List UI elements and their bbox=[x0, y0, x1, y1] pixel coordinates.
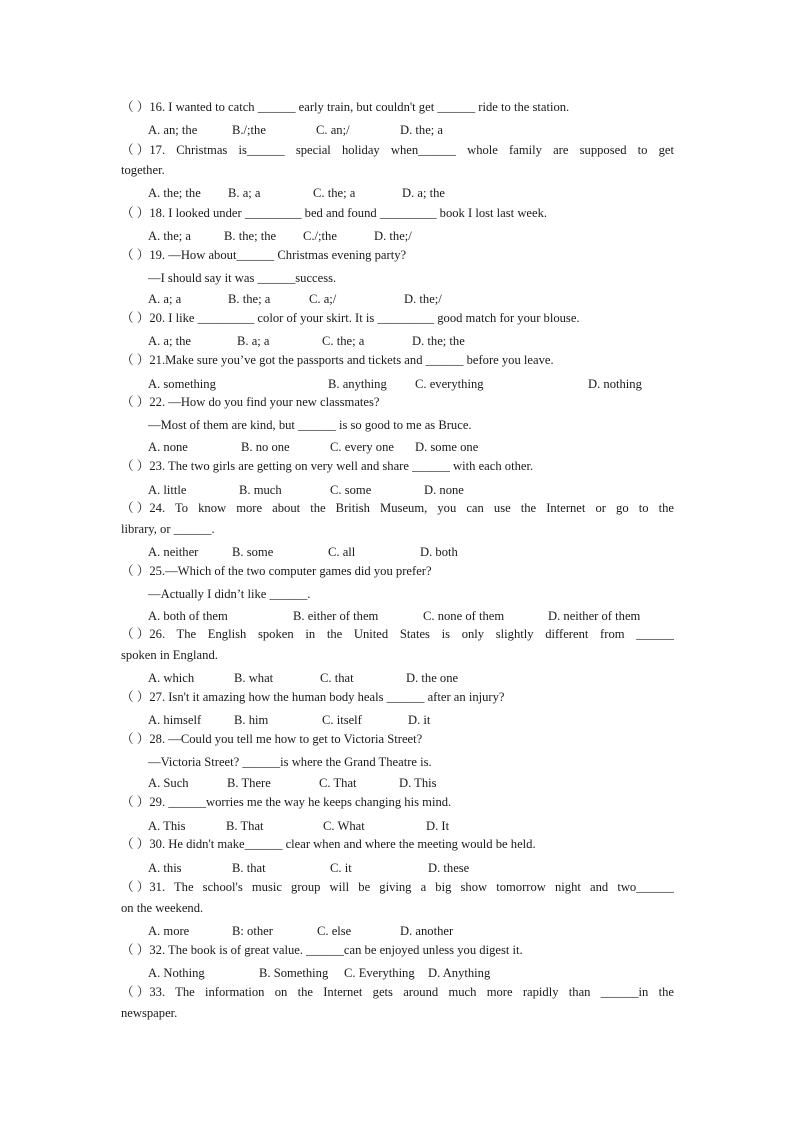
option-a: A. the; the bbox=[148, 186, 201, 200]
question-text: 28. —Could you tell me how to get to Victoria Street? bbox=[149, 732, 423, 746]
option-b: B. some bbox=[232, 545, 274, 559]
question-continuation: spoken in England. bbox=[121, 648, 218, 662]
option-c: C. every one bbox=[330, 440, 394, 454]
option-d: D. the; the bbox=[412, 334, 465, 348]
question-text: 19. —How about______ Christmas evening party? bbox=[149, 248, 407, 262]
option-b: B. a; a bbox=[228, 186, 261, 200]
answer-blank[interactable]: （ ） bbox=[121, 501, 150, 515]
option-b: B. There bbox=[227, 776, 271, 790]
answer-blank[interactable]: （ ） bbox=[121, 353, 150, 367]
question-30 bbox=[121, 836, 674, 852]
answer-blank[interactable]: （ ） bbox=[121, 311, 150, 325]
option-a: A. the; a bbox=[148, 229, 192, 243]
option-d: D. some one bbox=[415, 440, 479, 454]
option-a: A. himself bbox=[148, 713, 202, 727]
option-a: A. none bbox=[148, 440, 188, 454]
question-text: 26. The English spoken in the United States is only slightly different from ______ bbox=[149, 627, 674, 641]
option-c: C. else bbox=[317, 924, 352, 938]
option-d: D. the one bbox=[406, 671, 459, 685]
question-text: 16. I wanted to catch ______ early train, but couldn't get ______ ride to the station. bbox=[149, 100, 570, 114]
question-text: 30. He didn't make______ clear when and where the meeting would be held. bbox=[149, 837, 536, 851]
question-text: 21.Make sure you’ve got the passports and tickets and ______ before you leave. bbox=[149, 353, 554, 367]
option-a: A. Such bbox=[148, 776, 189, 790]
option-d: D. these bbox=[428, 861, 470, 875]
question-text: 18. I looked under _________ bed and found _________ book I lost last week. bbox=[149, 206, 548, 220]
option-b: B. a; a bbox=[237, 334, 270, 348]
option-c: C. everything bbox=[415, 377, 484, 391]
question-continuation: on the weekend. bbox=[121, 901, 204, 915]
option-d: D. another bbox=[400, 924, 454, 938]
option-d: D. none bbox=[424, 483, 464, 497]
option-c: C. an;/ bbox=[316, 123, 350, 137]
answer-blank[interactable]: （ ） bbox=[121, 985, 150, 999]
question-23 bbox=[121, 458, 674, 474]
answer-blank[interactable]: （ ） bbox=[121, 837, 150, 851]
dialogue-reply: —Most of them are kind, but ______ is so good to me as Bruce. bbox=[148, 418, 472, 432]
option-d: D. it bbox=[408, 713, 431, 727]
option-a: A. which bbox=[148, 671, 195, 685]
option-d: D. It bbox=[426, 819, 450, 833]
option-c: C. That bbox=[319, 776, 357, 790]
question-20 bbox=[121, 310, 674, 326]
option-a: A. little bbox=[148, 483, 187, 497]
option-c: C. What bbox=[323, 819, 365, 833]
question-22 bbox=[121, 394, 674, 410]
option-a: A. an; the bbox=[148, 123, 198, 137]
question-text: 17. Christmas is______ special holiday when______ whole family are supposed to get bbox=[149, 143, 674, 157]
question-18 bbox=[121, 205, 674, 221]
answer-blank[interactable]: （ ） bbox=[121, 880, 150, 894]
answer-blank[interactable]: （ ） bbox=[121, 732, 150, 746]
question-text: 31. The school's music group will be giving a big show tomorrow night and two______ bbox=[149, 880, 674, 894]
question-32 bbox=[121, 942, 674, 958]
option-b: B. much bbox=[239, 483, 282, 497]
question-26 bbox=[121, 626, 674, 642]
question-text: 23. The two girls are getting on very well and share ______ with each other. bbox=[149, 459, 534, 473]
answer-blank[interactable]: （ ） bbox=[121, 627, 150, 641]
answer-blank[interactable]: （ ） bbox=[121, 395, 150, 409]
option-c: C. it bbox=[330, 861, 352, 875]
option-d: D. the; a bbox=[400, 123, 444, 137]
question-28 bbox=[121, 731, 674, 747]
option-c: C. the; a bbox=[322, 334, 365, 348]
option-d: D. This bbox=[399, 776, 437, 790]
option-b: B. the; the bbox=[224, 229, 277, 243]
question-text: 25.—Which of the two computer games did you prefer? bbox=[149, 564, 432, 578]
option-d: D. a; the bbox=[402, 186, 446, 200]
option-c: C. all bbox=[328, 545, 356, 559]
option-b: B. him bbox=[234, 713, 269, 727]
question-text: 32. The book is of great value. ______can be enjoyed unless you digest it. bbox=[149, 943, 523, 957]
answer-blank[interactable]: （ ） bbox=[121, 564, 150, 578]
option-b: B. what bbox=[234, 671, 274, 685]
question-27 bbox=[121, 689, 674, 705]
option-d: D. the;/ bbox=[404, 292, 442, 306]
question-16 bbox=[121, 99, 674, 115]
question-25 bbox=[121, 563, 674, 579]
option-a: A. something bbox=[148, 377, 216, 391]
option-b: B. no one bbox=[241, 440, 290, 454]
answer-blank[interactable]: （ ） bbox=[121, 248, 150, 262]
option-a: A. a; the bbox=[148, 334, 192, 348]
option-d: D. the;/ bbox=[374, 229, 412, 243]
dialogue-reply: —Victoria Street? ______is where the Grand Theatre is. bbox=[148, 755, 432, 769]
question-24 bbox=[121, 500, 674, 516]
question-text: 29. ______worries me the way he keeps changing his mind. bbox=[149, 795, 452, 809]
question-29 bbox=[121, 794, 674, 810]
option-c: C. a;/ bbox=[309, 292, 337, 306]
option-c: C. the; a bbox=[313, 186, 356, 200]
dialogue-reply: —Actually I didn’t like ______. bbox=[148, 587, 311, 601]
question-continuation: newspaper. bbox=[121, 1006, 178, 1020]
option-b: B: other bbox=[232, 924, 273, 938]
option-a: A. Nothing bbox=[148, 966, 205, 980]
answer-blank[interactable]: （ ） bbox=[121, 943, 150, 957]
option-b: B. either of them bbox=[293, 609, 379, 623]
option-c: C. that bbox=[320, 671, 354, 685]
option-d: D. nothing bbox=[588, 377, 642, 391]
question-31 bbox=[121, 879, 674, 895]
option-a: A. neither bbox=[148, 545, 199, 559]
question-text: 27. Isn't it amazing how the human body heals ______ after an injury? bbox=[149, 690, 505, 704]
question-continuation: together. bbox=[121, 163, 165, 177]
option-a: A. more bbox=[148, 924, 190, 938]
answer-blank[interactable]: （ ） bbox=[121, 100, 150, 114]
option-c: C. some bbox=[330, 483, 372, 497]
option-a: A. this bbox=[148, 861, 182, 875]
question-text: 33. The information on the Internet gets around much more rapidly than ______in the bbox=[149, 985, 674, 999]
option-b: B. the; a bbox=[228, 292, 271, 306]
option-c: C. Everything bbox=[344, 966, 415, 980]
option-b: B./;the bbox=[232, 123, 266, 137]
answer-blank[interactable]: （ ） bbox=[121, 459, 150, 473]
option-d: D. neither of them bbox=[548, 609, 641, 623]
option-b: B. anything bbox=[328, 377, 387, 391]
answer-blank[interactable]: （ ） bbox=[121, 206, 150, 220]
question-text: 20. I like _________ color of your skirt. It is _________ good match for your blouse. bbox=[149, 311, 580, 325]
option-d: D. both bbox=[420, 545, 458, 559]
option-a: A. both of them bbox=[148, 609, 228, 623]
dialogue-reply: —I should say it was ______success. bbox=[148, 271, 337, 285]
option-b: B. That bbox=[226, 819, 264, 833]
answer-blank[interactable]: （ ） bbox=[121, 143, 150, 157]
answer-blank[interactable]: （ ） bbox=[121, 690, 150, 704]
question-33 bbox=[121, 984, 674, 1000]
answer-blank[interactable]: （ ） bbox=[121, 795, 150, 809]
option-b: B. that bbox=[232, 861, 266, 875]
option-a: A. This bbox=[148, 819, 186, 833]
question-text: 24. To know more about the British Museum, you can use the Internet or go to the bbox=[149, 501, 674, 515]
question-19 bbox=[121, 247, 674, 263]
option-c: C. itself bbox=[322, 713, 362, 727]
option-c: C. none of them bbox=[423, 609, 505, 623]
option-c: C./;the bbox=[303, 229, 337, 243]
question-17 bbox=[121, 142, 674, 158]
question-21 bbox=[121, 352, 674, 368]
option-b: B. Something bbox=[259, 966, 329, 980]
question-text: 22. —How do you find your new classmates? bbox=[149, 395, 380, 409]
question-continuation: library, or ______. bbox=[121, 522, 215, 536]
option-d: D. Anything bbox=[428, 966, 491, 980]
option-a: A. a; a bbox=[148, 292, 182, 306]
